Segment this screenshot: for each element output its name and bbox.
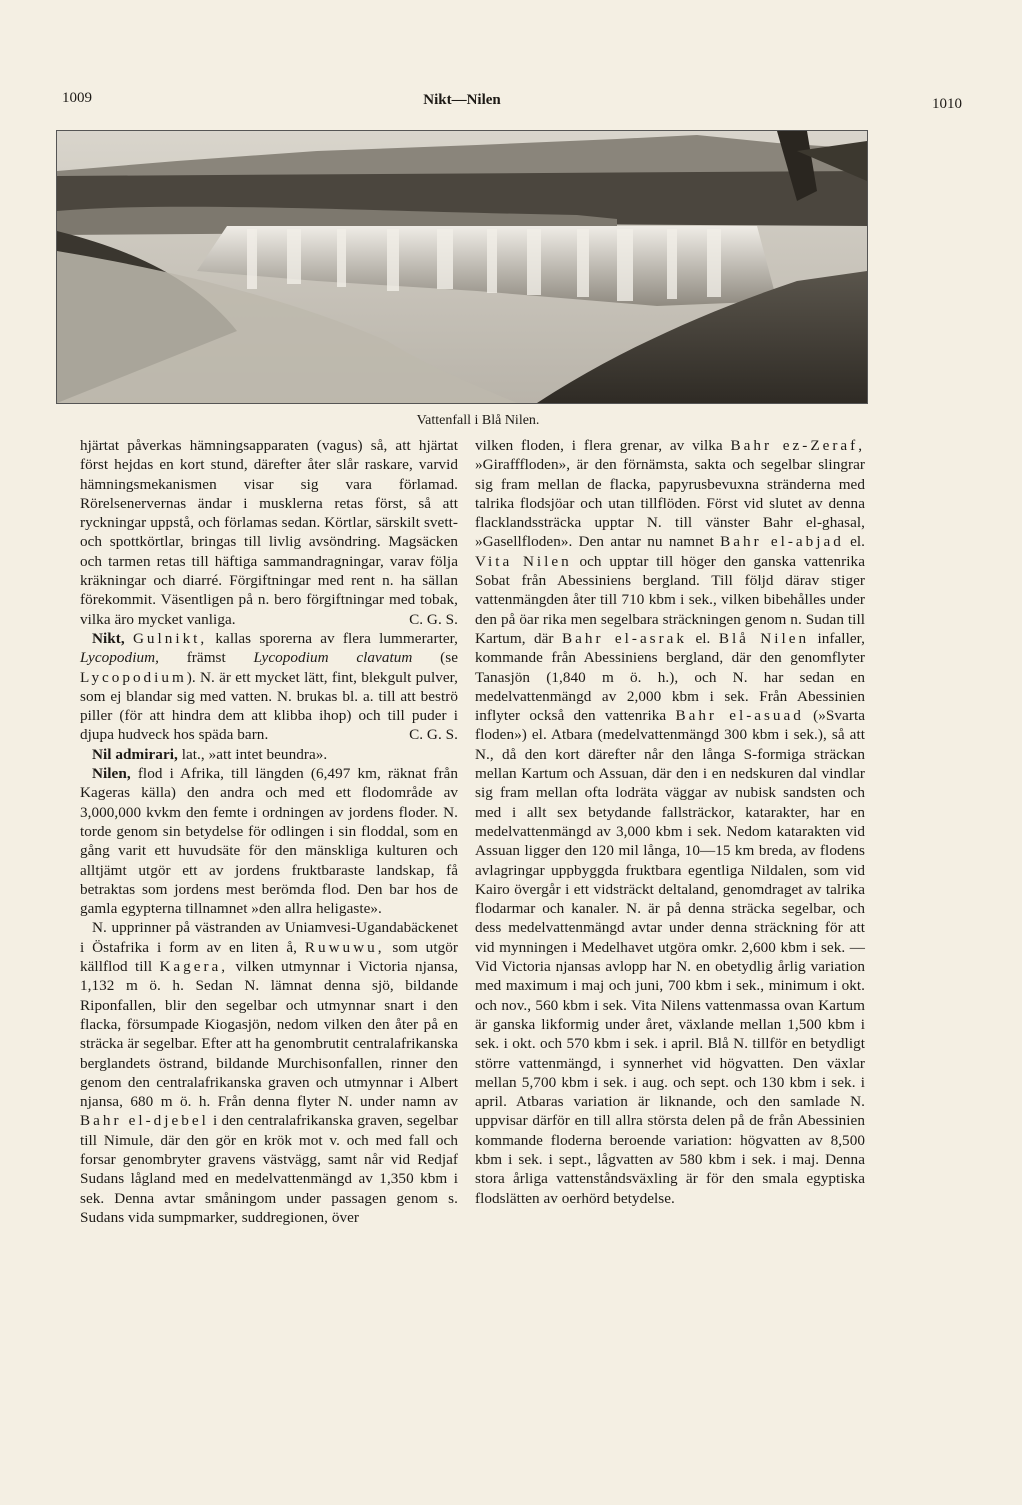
paragraph-nicotine: hjärtat påverkas hämningsapparaten (vagus) så, att hjärtat först hejdas en kort stund, därefter åter slår raskare, varvid hämningsmekanismen visar sig vara förlamad. Rörelsenervernas ändar i musklerna retas först, så att ryckningar uppstå, och förlamas sedan. Körtlar, särskilt svett- och spottkörtlar, bringas till livlig avsöndring. Magsäcken och tarmen retas till häftiga sammandragningar, varav följa kräkningar och diarré. Förgiftningar med rent n. ha sällan förekommit. Väsentligen på n. bero förgiftningar med tobak, vilka äro mycket vanliga. C. G. S. — [80, 437, 458, 628]
entry-nilen: Nilen, flod i Afrika, till längden (6,497 km, räknat från Kageras källa) den andra och med ett flodområde av 3,000,000 kvkm den femte i ordningen av jordens floder. N. torde genom sin betydelse för odlingen i sin floddal, som en gång varit ett huvudsäte för den mänskliga kulturen och alltjämt utgör ett av jordens fruktbaraste landskap, få betraktas som jordens mest berömda flod. Den bar hos de gamla egypterna tillnamnet »den allra heligaste». — [80, 765, 458, 918]
headword-nilen: Nilen, — [92, 765, 131, 783]
page-number-right: 1010 — [932, 96, 962, 112]
figure-caption: Vattenfall i Blå Nilen. — [416, 413, 540, 428]
right-column — [475, 436, 865, 1208]
paragraph-nile-source: N. upprinner på västranden av Uniamvesi-Ugandabäckenet i Östafrika i form av en liten å, Ruwuwu, som utgör källflod till Kagera, vilken utmynnar i Victoria njansa, 1,132 m ö. h. Sedan N. lämnat denna sjö, bildande Riponfallen, blir den segelbar och utmynnar snart i den flacka, försumpade Kiogasjön, nedom vilken den åter på en sträcka är segelbar. Efter att ha genombrutit centralafrikanska berglandets östrand, bildande Murchisonfallen, rinner den genom den centralafrikanska graven och utmynnar i Albert njansa, 680 m ö. h. Från denna flyter N. under namn av Bahr el-djebel i den centralafrikanska graven, segelbar till Nimule, där den gör en krök mot v. och med fall och forsar genombryter gravens västvägg, samt når vid Redjaf Sudans lågland med en medelvattenmängd av 1,350 kbm i sek. Denna avtar småningom under passagen genom s. Sudans vida sumpmarker, suddregionen, över — [80, 919, 458, 1226]
left-column — [80, 436, 458, 1227]
paragraph-nile-course: vilken floden, i flera grenar, av vilka Bahr ez-Zeraf, »Girafffloden», är den förnämsta, sakta och segelbar slingrar sig fram mellan de flacka, papyrusbevuxna stränderna med talrika flodsjöar och utan tillflöden. Först vid slutet av denna flacklandssträcka upptar N. till vänster Bahr el-ghasal, »Gasellfloden». Den antar nu namnet Bahr el-abjad el. Vita Nilen och upptar till höger den ganska vattenrika Sobat från Abessiniens bergland. Till följd därav stiger vattenmängden åter till 710 kbm i sek., vilken bibehålles under den på öar rika men segelbara sträckningen genom n. Sudan till Kartum, där Bahr el-asrak el. Blå Nilen infaller, kommande från Abessiniens bergland, där den genomflyter Tanasjön (1,840 m ö. h.), och N. har sedan en medelvattenmängd av 2,000 kbm i sek. Från Abessinien inflyter också den vattenrika Bahr el-asuad (»Svarta floden») el. Atbara (medelvattenmängd 300 kbm i sek.), så att N., då den kort därefter når den långa S-formiga sträckan mellan Kartum och Assuan, där den i en nedskuren dal vindlar sig fram mellan ofta lodräta väggar av nubisk sandsten och med i allt sex betydande fallsträckor, katarakter, har en medelvattenmängd av 3,000 kbm i sek. Nedom katarakten vid Assuan ligger den 120 mil långa, 10—15 km breda, av flodens avlagringar uppbyggda fruktbara egentliga Nildalen, som vid Kairo övergår i ett vidsträckt deltaland, genomdraget av talrika flodarmar och kanaler. N. är på denna sträcka segelbar, och dess medelvattenmängd avtar under denna sträckning för att vid mynningen i Medelhavet utgöra omkr. 2,600 kbm i sek. — Vid Victoria njansas avlopp har N. en obetydlig årlig variation med maximum i maj och juni, 700 kbm i sek., minimum i okt. och nov., 560 kbm i sek. Vita Nilens vattenmassa ovan Kartum är ganska likformig under året, växlande mellan 1,500 kbm i sek. i okt. och 570 kbm i sek. i april. Blå N. tillför en betydligt större vattenmängd, i synnerhet vid högvatten. Den växlar mellan 5,700 kbm i sek. i aug. och sept. och 130 kbm i sek. i april. Atbaras variation är liknande, och den samlade N. uppvisar därför en till allra största delen på de från Abessinien kommande floderna beroende variation: högvatten av 8,500 kbm i sek. i sept., lågvatten av 580 kbm i sek. i maj. Denna stora årliga vattenståndsväxling är för den smala egyptiska flodslätten av oerhörd betydelse. — [475, 437, 865, 1207]
waterfall-photo — [56, 130, 868, 404]
page-number-left: 1009 — [62, 90, 92, 106]
running-title: Nikt—Nilen — [423, 92, 501, 108]
page-header — [62, 90, 962, 114]
cross-reference: Lycopodium — [80, 668, 187, 686]
waterfall-image — [57, 131, 867, 403]
author-signature: C. G. S. — [409, 610, 458, 628]
headword-nikt: Nikt, — [92, 629, 125, 647]
entry-nikt: Nikt, Gulnikt, kallas sporerna av flera lummerarter, Lycopodium, främst Lycopodium clavatum (se Lycopodium). N. är ett mycket lätt, fint, blekgult pulver, som ej blandar sig med vatten. N. brukas bl. a. till att beströ piller (för att hindra dem att klibba ihop) och till puder i djupa hudveck hos späda barn. C. G. S. — [80, 629, 458, 744]
entry-nil-admirari: Nil admirari, lat., »att intet beundra». — [92, 745, 328, 763]
author-signature: C. G. S. — [409, 726, 458, 744]
headword-nil-admirari: Nil admirari, — [92, 745, 178, 763]
